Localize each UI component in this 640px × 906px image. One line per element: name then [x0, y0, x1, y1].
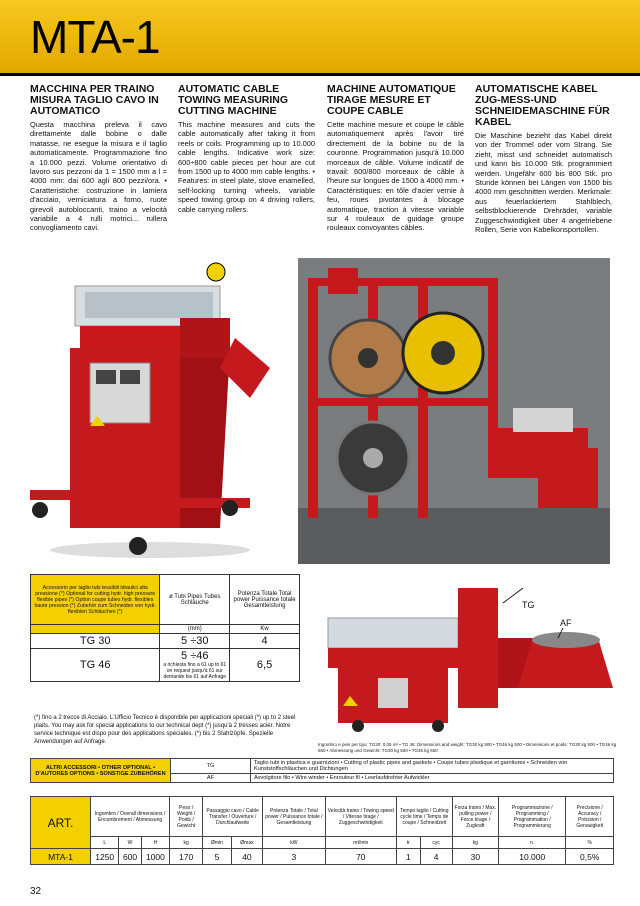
- kw-tg30: 4: [230, 634, 300, 649]
- tg-callout-label: TG: [522, 600, 535, 610]
- model-cell: MTA-1: [31, 849, 91, 865]
- unit: tr: [396, 837, 420, 849]
- page-title: MTA-1: [30, 11, 160, 63]
- cutting-accessory-table: [30, 574, 300, 682]
- kw-tg46: 6,5: [230, 649, 300, 682]
- accessory-desc: Taglio tubi in plastica e guarnizioni • Cutting of plastic pipes and gaskets • Coupe tubes plastique et garnitures • Schneiden von Kunststoffschläuchen und Dichtungen: [251, 759, 614, 774]
- machine-photo: [30, 258, 270, 564]
- spec-header: Peso / Weight / Poids / Gewicht: [170, 797, 203, 837]
- unit: H: [141, 837, 169, 849]
- spec-value: 600: [119, 849, 141, 865]
- range-tg46: 5 ÷46: [181, 650, 209, 662]
- unit: L: [91, 837, 119, 849]
- spec-table: [30, 796, 614, 865]
- column-title: AUTOMATIC CABLE TOWING MEASURING CUTTING MACHINE: [178, 83, 289, 117]
- model-tg30: TG 30: [31, 634, 160, 649]
- spec-header: Passaggio cavo / Cable Transfer / Ouverture / Durchlaufweite: [203, 797, 263, 837]
- unit: kg: [452, 837, 498, 849]
- spec-value: 4: [420, 849, 452, 865]
- column-title: MACHINE AUTOMATIQUE TIRAGE MESURE ET COUPE CABLE: [327, 83, 456, 117]
- accessory-code: TG: [171, 759, 251, 774]
- table-row: [31, 649, 300, 682]
- header-bar: [0, 0, 640, 76]
- spec-header: Velocità traino / Towing speed / Vitesse tirage / Zuggeschwindigkeit: [325, 797, 396, 837]
- other-accessories-table: [30, 758, 614, 783]
- spec-value: 3: [263, 849, 326, 865]
- column-text: Cette machine mesure et coupe le câble automatiquement après l'avoir tiré directement de la bobine ou de la couronne. Programmation jusqu'à 10.000 morceaux de câble. Volume indicatif de travail: 600/800 morceaux de câble à l'heure sur longues de 1500 à 4000 mm. • Caractéristiques: en tôle d'acier vernie à feu, roues pivotantes à blocage automatique, traction à vitesse variable sur 4 rouleaux de guidage groupe rouleaux convoyantes câbles.: [327, 120, 464, 233]
- spec-value: 30: [452, 849, 498, 865]
- range-tg30: 5 ÷30: [160, 634, 230, 649]
- unit: %: [566, 837, 614, 849]
- spec-header: Forza traino / Max. pulling power / Force tirage / Zugkraft: [452, 797, 498, 837]
- af-callout-label: AF: [560, 618, 572, 628]
- accessory-desc: Avvolgitore filo • Wire winder • Enrouleur fil • Leerlaufdrehter Aufwickler: [251, 774, 614, 783]
- unit: Ømax: [231, 837, 262, 849]
- spec-value: 1250: [91, 849, 119, 865]
- column-title: AUTOMATISCHE KABEL ZUG-MESS-UND SCHNEIDEMASCHINE FÜR KABEL: [475, 83, 610, 128]
- column-text: This machine measures and cuts the cable automatically after taking it from reels or coils. Programming up to 10.000 cable lengths. Indicative work size: 600÷800 cable pieces per hour are cut from 1500 up to 4000 mm cable lengths. • Features: in steel plate, stove enamelled, self-locking turning wheels, variable speed towing group on 4 driving rollers, cable carrying rollers.: [178, 120, 315, 214]
- spec-value: 1: [396, 849, 420, 865]
- unit: mt/min: [325, 837, 396, 849]
- machine-with-accessories-photo: [318, 578, 618, 738]
- spec-header: Tempo taglio / Cutting cycle time / Temps de coupe / Schneidzeit: [396, 797, 452, 837]
- spec-header: Programmazione / Programming / Programmation / Programmierung: [499, 797, 566, 837]
- spec-value: 70: [325, 849, 396, 865]
- column-english: [178, 84, 315, 214]
- spec-value: 10.000: [499, 849, 566, 865]
- photo-caption: Ingombro e pesi per tipo: TG30: 0,05 m² • TG 46: Dimensions and weight: TG30 kg 500 • TG46 kg 500 • Dimensions et poids: TG30 kg 500 • TG46 kg 550 • Abmessung und Gewicht: TG30 kg 500 • TG46 kg 550: [318, 742, 617, 753]
- table-row: [31, 759, 614, 774]
- spec-value: 1000: [141, 849, 169, 865]
- page-number: 32: [30, 886, 42, 897]
- unit: n.: [499, 837, 566, 849]
- table-row: [31, 849, 614, 865]
- unit: W: [119, 837, 141, 849]
- reel-stand-photo: [298, 258, 610, 564]
- empty-cell: [31, 625, 160, 634]
- column-german: [475, 84, 612, 234]
- spec-value: 40: [231, 849, 262, 865]
- spec-header: Ingombro / Overall dimensions / Encombrement / Abmessung: [91, 797, 170, 837]
- unit: kg: [170, 837, 203, 849]
- spec-header: Potenza Totale / Total power / Puissance totale / Gesamtleistung: [263, 797, 326, 837]
- accessories-header: ALTRI ACCESSORI • OTHER OPTIONAL • D'AUTORES OPTIONS • SONSTIGE ZUBEHÖREN: [31, 759, 171, 783]
- header-pipes: ø Tubi Pipes Tubes Schläuche: [160, 575, 230, 625]
- spec-value: 5: [203, 849, 232, 865]
- column-italian: [30, 84, 167, 233]
- spec-header: Precisione / Accuracy / Précision / Genauigkeit: [566, 797, 614, 837]
- footnote: (*) fino a 2 trecce di Acciaio. L'Ufficio Tecnico è disponibile per applicazioni speciali (*) up to 2 steel plaits. You may ask for special applications to our technical dept (*) jusqu'à 2 tresses acier. Notre service technique est dispo pour des applications spéciales. (*) bis 2 Stahlzöpfe. Spezielle Anwendungen auf Anfrage.: [34, 715, 296, 745]
- header-power: Potenza Totale Total power Puissance totale Gesamtleistung: [230, 575, 300, 625]
- accessory-code: AF: [171, 774, 251, 783]
- table-row: [31, 634, 300, 649]
- column-text: Questa macchina preleva il cavo direttamente dalle bobine o dalle matasse, ne esegue la misura e il taglio automaticamente. Programmazione fino a 10.000 pezzi. Volume orientativo di lavoro sus pezzoni da 1 = 1500 mm a l = 4000 mm: dai 600 agli 800 pezzi/ora. • Caratteristiche: costruzione in lamiera d'acciaio, verniciatura a forno, ruote girevoli autobloccanti, traino a velocità variabile a 4 rulli motrici... rullera convogliamento cavi.: [30, 120, 167, 233]
- unit-kw: Kw: [230, 625, 300, 634]
- model-tg46: TG 46: [31, 649, 160, 682]
- spec-value: 170: [170, 849, 203, 865]
- header-accessory: Accessorio per taglio tubi tessibili idraulici alta pressione (*) Optional for cutting hydr. high pressure flexible pipes (*) Option coupe tubes hydr. flexibles haute pression (*) Zubehör zum Schneiden von hydr. flexiblen Schläuchen (*): [31, 575, 160, 625]
- range-tg46-note: a richiesta fino a 61 up to 61 on request jusqu'à 61 sur demande bis 61 auf Anfrage: [163, 662, 227, 680]
- column-french: [327, 84, 464, 233]
- column-text: Die Maschine bezieht das Kabel direkt von der Trommel oder vom Strang. Sie zieht, misst und schneidet automatisch und kann bis 10.000 Stk. programmiert werden. Ungefähr 600 bis 800 Stk. pro Stunde können bei Längen von 1500 bis 4000 mm geschnitten werden. Merkmale: aus feuerlackiertem Stahlblech, selbstblockierende Drehräder, variable Zuggeschwindigkeit über 4 angetriebene Rollen, Serie von Kabelkonsportollen.: [475, 131, 612, 235]
- unit-mm: (mm): [160, 625, 230, 634]
- unit: cyc: [420, 837, 452, 849]
- range-tg46-cell: [160, 649, 230, 682]
- unit: kW: [263, 837, 326, 849]
- spec-value: 0,5%: [566, 849, 614, 865]
- unit: Ømin: [203, 837, 232, 849]
- art-label: ART.: [31, 797, 91, 849]
- column-title: MACCHINA PER TRAINO MISURA TAGLIO CAVO IN AUTOMATICO: [30, 83, 159, 117]
